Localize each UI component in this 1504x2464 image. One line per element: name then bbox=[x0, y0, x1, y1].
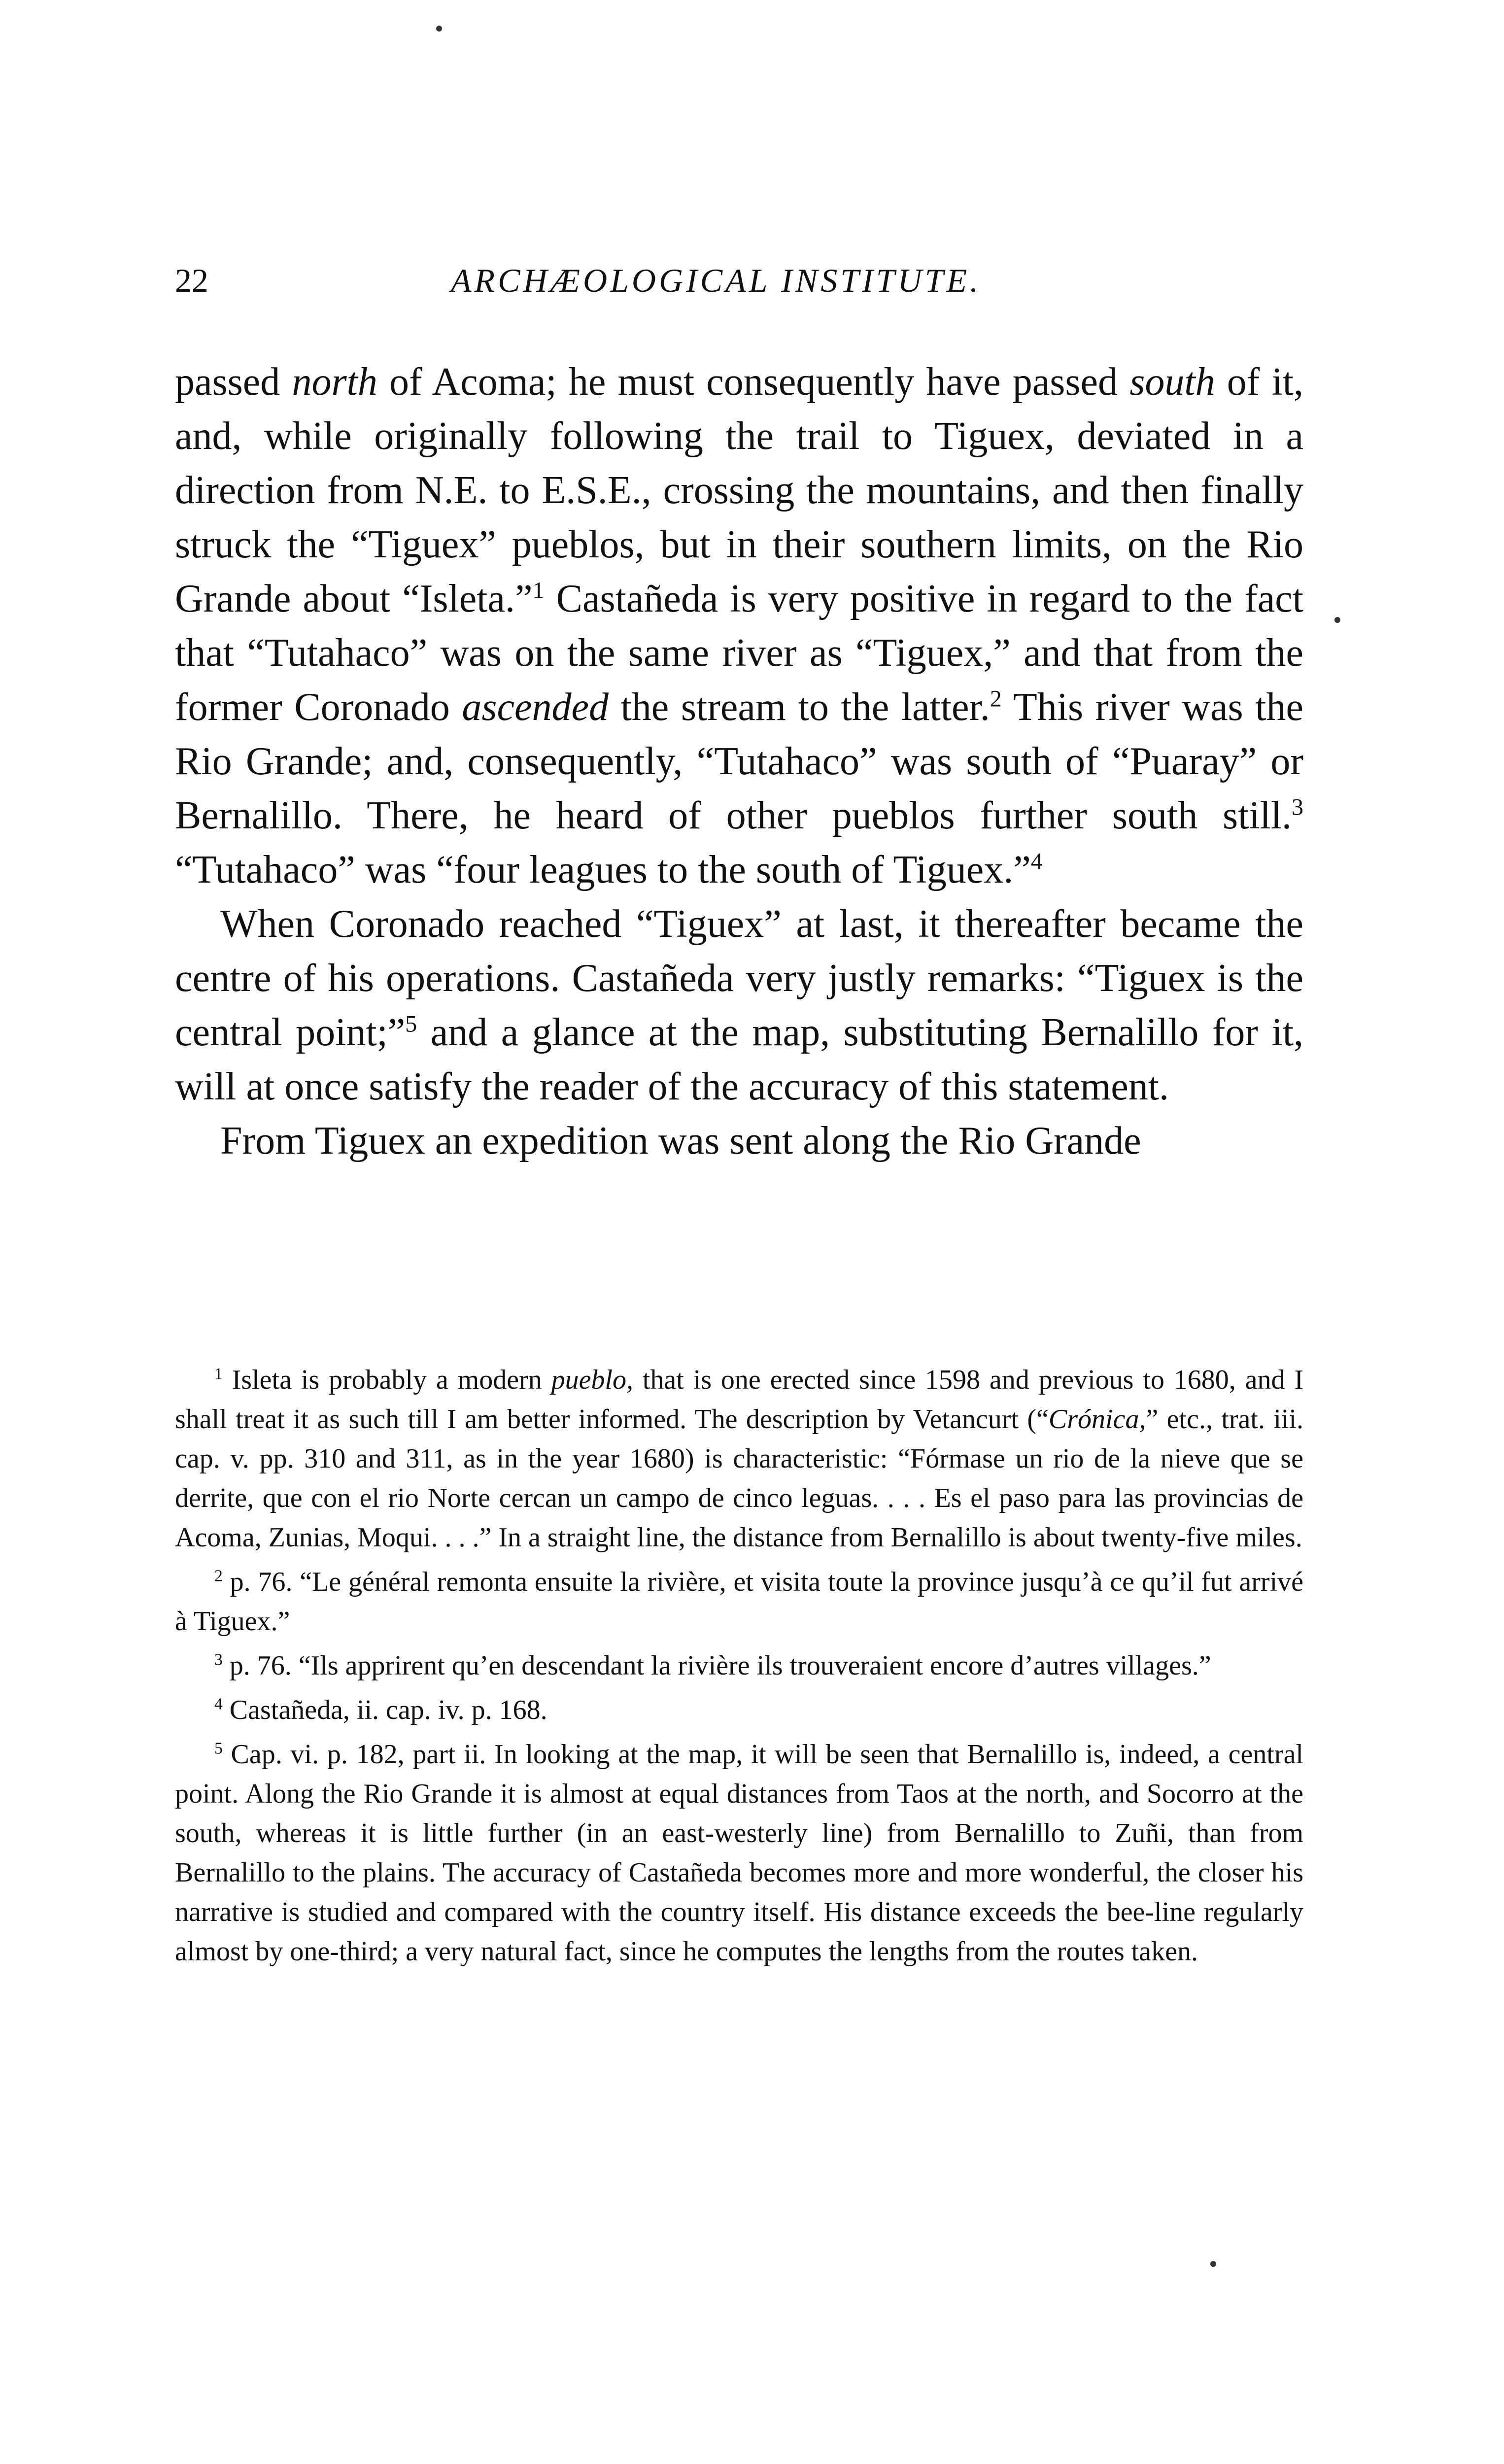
footnote-ref: 5 bbox=[405, 1011, 417, 1037]
italic-text: Crónica, bbox=[1048, 1404, 1146, 1435]
footnote-1 bbox=[175, 1360, 1303, 1557]
speck-mark bbox=[1334, 617, 1340, 623]
footnote-ref: 2 bbox=[990, 685, 1002, 712]
running-header bbox=[175, 261, 1303, 306]
text-span: passed bbox=[175, 360, 292, 404]
paragraph bbox=[175, 355, 1303, 897]
text-span: “Tutahaco” was “four leagues to the south of Tiguex.” bbox=[175, 848, 1031, 891]
text-span: ” etc., trat. iii. cap. v. pp. 310 and 311, as in the year 1680) is characteristic: “Fórmase un rio de la nieve que se derrite, que con el rio Norte cercan un campo de cinco leguas. . . . Es el paso para las provincias de Acoma, Zunias, Moqui. . . .” In a straight line, the distance from Bernalillo is about twenty-five miles. bbox=[175, 1404, 1303, 1553]
text-span: Cap. vi. p. 182, part ii. In looking at the map, it will be seen that Bernalillo is, indeed, a central point. Along the Rio Grande it is almost at equal distances from Taos at the north, and Socorro at the south, whereas it is little further (in an east-westerly line) from Bernalillo to Zuñi, than from Bernalillo to the plains. The accuracy of Castañeda becomes more and more wonderful, the closer his narrative is studied and compared with the country itself. His distance exceeds the bee-line regularly almost by one-third; a very natural fact, since he computes the lengths from the routes taken. bbox=[175, 1739, 1303, 1967]
footnotes bbox=[175, 1360, 1303, 1971]
text-span: From Tiguex an expedition was sent along the Rio Grande bbox=[220, 1119, 1141, 1163]
footnote-mark: 4 bbox=[214, 1695, 223, 1713]
footnote-5 bbox=[175, 1735, 1303, 1971]
body-text bbox=[175, 355, 1303, 1168]
footnote-2 bbox=[175, 1562, 1303, 1641]
text-span: This river was the Rio Grande; and, consequently, “Tutahaco” was south of “Puaray” or Bernalillo. There, he heard of other pueblos further south still. bbox=[175, 685, 1303, 837]
text-span: p. 76. “Le général remonta ensuite la rivière, et visita toute la province jusqu’à ce qu’il fut arrivé à Tiguex.” bbox=[175, 1567, 1303, 1637]
italic-text: south bbox=[1129, 360, 1215, 404]
paragraph bbox=[175, 1114, 1303, 1168]
footnote-ref: 4 bbox=[1030, 848, 1043, 875]
footnote-mark: 3 bbox=[214, 1650, 223, 1669]
footnote-mark: 2 bbox=[214, 1567, 223, 1585]
footnote-3 bbox=[175, 1646, 1303, 1685]
page-number: 22 bbox=[175, 262, 208, 299]
footnote-4 bbox=[175, 1690, 1303, 1730]
footnote-mark: 1 bbox=[214, 1365, 223, 1383]
text-span: Castañeda, ii. cap. iv. p. 168. bbox=[222, 1695, 547, 1725]
text-span: When Coronado reached “Tiguex” at last, it thereafter became the centre of his operations. Castañeda very justly remarks: “Tiguex is the central point;” bbox=[175, 902, 1303, 1054]
footnote-ref: 1 bbox=[532, 577, 545, 604]
footnote-mark: 5 bbox=[214, 1739, 223, 1758]
speck-mark bbox=[1210, 2261, 1216, 2267]
running-title: ARCHÆOLOGICAL INSTITUTE. bbox=[451, 262, 982, 299]
text-span: Isleta is probably a modern bbox=[222, 1365, 551, 1395]
text-span: Castañeda is very positive in regard to the fact that “Tutahaco” was on the same river as “Tiguex,” and that from the former Coronado bbox=[175, 577, 1304, 729]
speck-mark bbox=[436, 26, 442, 32]
paragraph bbox=[175, 897, 1303, 1114]
text-span: of Acoma; he must consequently have passed bbox=[377, 360, 1130, 404]
italic-text: north bbox=[292, 360, 377, 404]
text-span: of it, and, while originally following the trail to Tiguex, deviated in a direction from N.E. to E.S.E., crossing the mountains, and then finally struck the “Tiguex” pueblos, but in their southern limits, on the Rio Grande about “Isleta.” bbox=[175, 360, 1304, 620]
text-span: and a glance at the map, substituting Bernalillo for it, will at once satisfy the reader of the accuracy of this statement. bbox=[175, 1011, 1303, 1108]
text-span: p. 76. “Ils apprirent qu’en descendant la rivière ils trouveraient encore d’autres villages.” bbox=[222, 1650, 1211, 1681]
text-span: that is one erected since 1598 and previous to 1680, and I shall treat it as such till I am better informed. The description by Vetancurt (“ bbox=[175, 1365, 1303, 1435]
text-span: the stream to the latter. bbox=[608, 685, 990, 729]
italic-text: pueblo, bbox=[551, 1365, 633, 1395]
italic-text: ascended bbox=[462, 685, 609, 729]
footnote-ref: 3 bbox=[1292, 794, 1303, 821]
